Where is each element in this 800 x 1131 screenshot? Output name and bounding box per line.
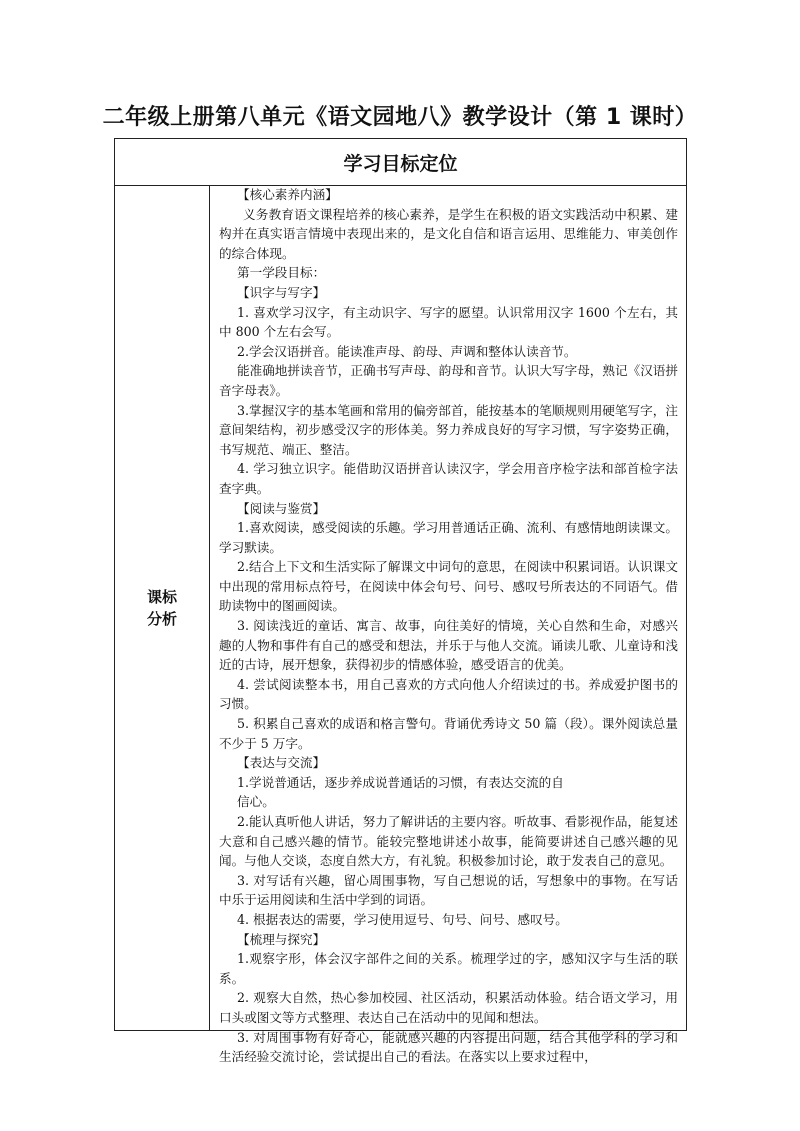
section-header: 学习目标定位: [115, 139, 686, 186]
heading-core-literacy: 【核心素养内涵】: [237, 187, 338, 202]
paragraph: 4. 根据表达的需要，学习使用逗号、句号、问号、感叹号。: [237, 911, 568, 927]
paragraph: 义务教育语文课程培养的核心素养，是学生在积极的语文实践活动中积累、建构并在真实语言情境中表现出来的，是文化自信和语言运用、思维能力、审美创作的综合体现。: [219, 206, 678, 261]
paragraph: 5. 积累自己喜欢的成语和格言警句。背诵优秀诗文 50 篇（段）。课外阅读总量不少于 5 万字。: [219, 716, 678, 751]
paragraph: 1. 喜欢学习汉字，有主动识字、写字的愿望。认识常用汉字 1600 个左右，其中 800 个左右会写。: [219, 304, 678, 340]
paragraph: 能准确地拼读音节，正确书写声母、韵母和音节。认识大写字母，熟记《汉语拼音字母表》。: [219, 363, 678, 398]
paragraph: 2.能认真听他人讲话，努力了解讲话的主要内容。听故事、看影视作品，能复述大意和自己感兴趣的情节。能较完整地讲述小故事，能简要讲述自己感兴趣的见闻。与他人交谈，态度自然大方，有礼貌。积极参加讨论，敢于发表自己的意见。: [219, 814, 678, 869]
paragraph: 第一学段目标：: [237, 265, 326, 281]
heading-reading-appreciation: 【阅读与鉴赏】: [237, 500, 326, 516]
paragraph: 3. 对周围事物有好奇心，能就感兴趣的内容提出问题，结合其他学科的学习和生活经验交流讨论，尝试提出自己的看法。在落实以上要求过程中，: [219, 1029, 678, 1065]
content-cell: [210, 185, 686, 1065]
paragraph: 信心。: [237, 794, 275, 810]
paragraph: 4. 尝试阅读整本书，用自己喜欢的方式向他人介绍读过的书。养成爱护图书的习惯。: [219, 676, 678, 712]
paragraph: 1.喜欢阅读，感受阅读的乐趣。学习用普通话正确、流利、有感情地朗读课文。学习默读。: [219, 520, 678, 555]
paragraph: 3. 阅读浅近的童话、寓言、故事，向往美好的情境，关心自然和生命，对感兴趣的人物和事件有自己的感受和想法，并乐于与他人交流。诵读儿歌、儿童诗和浅近的古诗，展开想象，获得初步的情感体验，感受语言的优美。: [219, 618, 678, 673]
heading-literacy-writing: 【识字与写字】: [237, 284, 326, 300]
row-label: 课标分析: [146, 587, 177, 628]
paragraph: 3.掌握汉字的基本笔画和常用的偏旁部首，能按基本的笔顺规则用硬笔写字，注意间架结构，初步感受汉字的形体美。努力养成良好的写字习惯，写字姿势正确，书写规范、端正、整洁。: [219, 402, 678, 457]
row-label-cell: [115, 185, 210, 1030]
paragraph: 1.观察字形，体会汉字部件之间的关系。梳理学过的字，感知汉字与生活的联系。: [219, 951, 678, 986]
paragraph: 3. 对写话有兴趣，留心周围事物，写自己想说的话，写想象中的事物。在写话中乐于运用阅读和生活中学到的词语。: [219, 872, 678, 908]
heading-expression-communication: 【表达与交流】: [237, 755, 326, 771]
heading-sorting-inquiry: 【梳理与探究】: [237, 931, 326, 947]
paragraph: 2.学会汉语拼音。能读准声母、韵母、声调和整体认读音节。: [237, 343, 577, 359]
table-row: [115, 185, 686, 1065]
paragraph: 1.学说普通话，逐步养成说普通话的习惯，有表达交流的自: [237, 774, 564, 790]
paragraph: 4. 学习独立识字。能借助汉语拼音认读汉字，学会用音序检字法和部首检字法查字典。: [219, 461, 678, 496]
lesson-plan-table: [114, 138, 687, 1065]
paragraph: 2.结合上下文和生活实际了解课文中词句的意思，在阅读中积累词语。认识课文中出现的常用标点符号，在阅读中体会句号、问号、感叹号所表达的不同语气。借助读物中的图画阅读。: [219, 559, 678, 614]
paragraph: 2. 观察大自然，热心参加校园、社区活动，积累活动体验。结合语文学习，用口头或图文等方式整理、表达自己在活动中的见闻和想法。: [219, 990, 678, 1025]
document-title: 二年级上册第八单元《语文园地八》教学设计（第 1 课时）: [102, 105, 698, 130]
